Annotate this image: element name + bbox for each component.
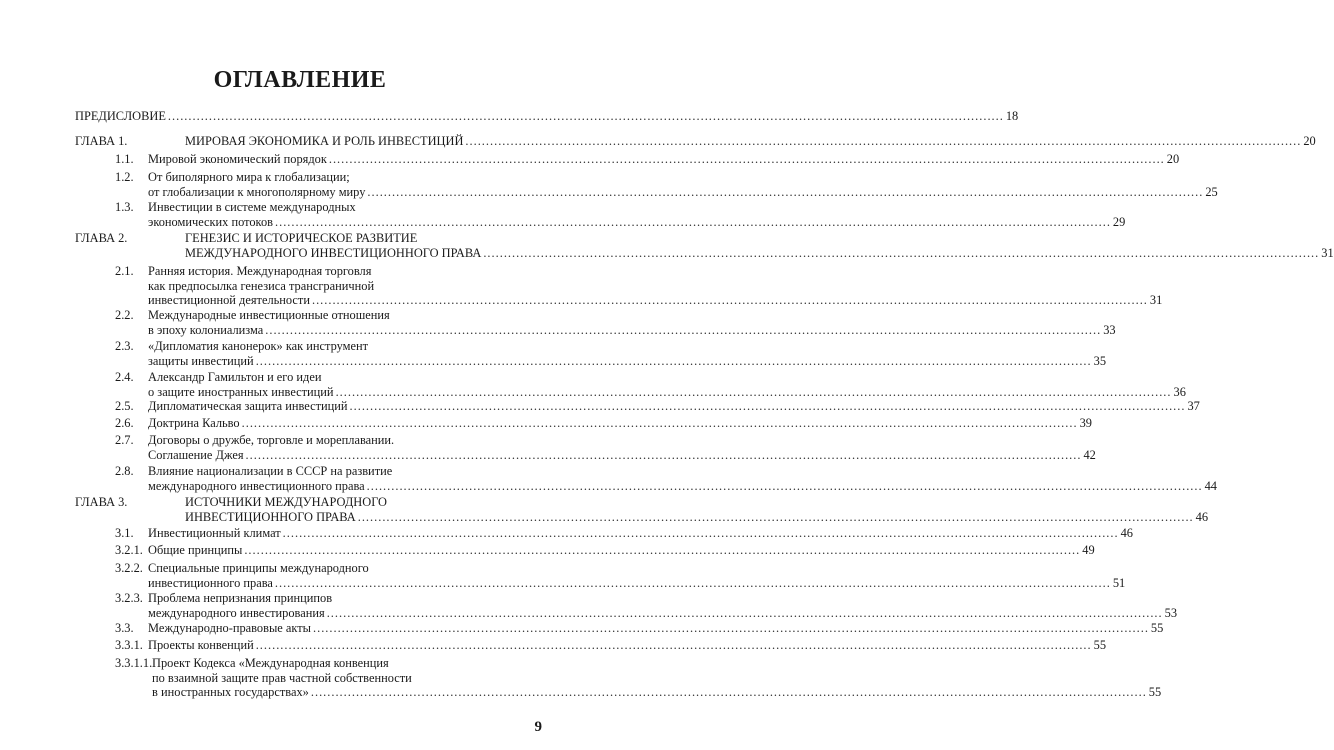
dot-leader (350, 399, 1186, 413)
toc-entry-line: по взаимной защите прав частной собственности (152, 670, 412, 685)
toc-entry-line: Александр Гамильтон и его идеи (148, 370, 322, 384)
toc-entry-number: 2.8. (115, 464, 134, 478)
toc-entry-page: 20 (1166, 152, 1180, 166)
toc-entry-number: 1.3. (115, 200, 134, 214)
toc-entry-number: 3.1. (115, 526, 134, 540)
toc-entry-line (148, 293, 1163, 307)
toc-entry-line (148, 575, 1126, 590)
toc-entry-line: Проект Кодекса «Международная конвенция (152, 656, 389, 670)
toc-entry-page: 29 (1112, 214, 1126, 229)
toc-entry-text: от глобализации к многополярному миру (148, 184, 366, 199)
dot-leader (483, 246, 1319, 260)
toc-entry-line (148, 384, 1186, 399)
toc-entry-number: 1.2. (115, 170, 134, 184)
dot-leader (367, 185, 1203, 199)
toc-entry-line (148, 184, 1218, 199)
toc-entry-line (185, 509, 1209, 524)
toc-entry-page: 33 (1103, 322, 1116, 337)
toc-entry-line (148, 214, 1126, 229)
toc-entry-number: 2.7. (115, 433, 134, 447)
toc-entry-text: Соглашение Джея (148, 447, 244, 462)
toc-entry-line (148, 447, 1096, 462)
dot-leader (329, 152, 1165, 166)
toc-entry-number: 2.2. (115, 308, 134, 322)
toc-entry-text: международного инвестиционного права (148, 478, 365, 493)
dot-leader (465, 134, 1301, 148)
toc-entry-page: 20 (1303, 134, 1316, 148)
toc-entry-line (148, 399, 1200, 413)
dot-leader (367, 479, 1203, 493)
toc-entry-line (185, 245, 1334, 260)
toc-entry-line: От биполярного мира к глобализации; (148, 170, 350, 184)
toc-entry-line: «Дипломатия канонерок» как инструмент (148, 339, 369, 353)
toc-entry-text: о защите иностранных инвестиций (148, 384, 334, 399)
toc-entry-number: 2.3. (115, 339, 134, 353)
toc-entry-text: инвестиционного права (148, 575, 273, 590)
dot-leader (256, 638, 1092, 652)
toc-entry-number: 3.3.1. (115, 638, 143, 652)
toc-entry-line (152, 685, 1162, 699)
toc-entry-number: 2.6. (115, 416, 134, 430)
toc-entry-page: 37 (1187, 399, 1200, 413)
toc-entry-page: 36 (1173, 384, 1186, 399)
dot-leader (313, 621, 1149, 635)
toc-entry-text: в эпоху колониализма (148, 322, 264, 337)
toc-entry-text: Общие принципы (148, 543, 243, 557)
toc-entry-line (148, 478, 1217, 493)
toc-entry-line (75, 109, 1019, 123)
toc-entry-number: 3.2.1. (115, 543, 143, 557)
dot-leader (358, 510, 1194, 524)
toc-entry-number: 2.1. (115, 264, 134, 278)
toc-entry-line (148, 605, 1178, 620)
toc-entry-line: Влияние национализации в СССР на развитие (148, 464, 393, 478)
toc-entry-line: как предпосылка генезиса трансграничной (148, 278, 375, 293)
toc-entry-page: 53 (1164, 605, 1178, 620)
toc-entry-line: Специальные принципы международного (148, 561, 369, 575)
toc-entry-text: ИНВЕСТИЦИОННОГО ПРАВА (185, 509, 356, 524)
toc-entry-page: 55 (1150, 621, 1164, 635)
toc-entry-page: 31 (1149, 293, 1163, 307)
dot-leader (256, 354, 1092, 368)
toc-entry-line (148, 322, 1116, 337)
toc-entry-text: Доктрина Кальво (148, 416, 240, 430)
toc-entry-number: 3.3.1.1. (115, 656, 153, 670)
toc-entry-page: 51 (1112, 575, 1126, 590)
toc-entry-text: защиты инвестиций (148, 353, 254, 368)
toc-entry-text: Международно-правовые акты (148, 621, 311, 635)
dot-leader (275, 576, 1111, 590)
toc-entry-number: ГЛАВА 1. (75, 134, 128, 148)
toc-entry-text: инвестиционной деятельности (148, 293, 310, 307)
dot-leader (283, 526, 1119, 540)
toc-entry-number: 2.5. (115, 399, 134, 413)
toc-entry-text: международного инвестирования (148, 605, 325, 620)
toc-entry-page: 35 (1093, 353, 1107, 368)
toc-entry-page: 42 (1083, 447, 1096, 462)
toc-entry-text: Дипломатическая защита инвестиций (148, 399, 348, 413)
toc-entry-line (148, 621, 1164, 635)
dot-leader (327, 606, 1163, 620)
toc-entry-line (148, 416, 1092, 430)
toc-entry-line (148, 353, 1107, 368)
dot-leader (311, 685, 1147, 699)
dot-leader (312, 293, 1148, 307)
toc-entry-line: Ранняя история. Международная торговля (148, 264, 372, 278)
dot-leader (265, 323, 1101, 337)
toc-entry-line: Международные инвестиционные отношения (148, 308, 390, 322)
toc-entry-page: 49 (1082, 543, 1095, 557)
toc-entry-line: Договоры о дружбе, торговле и мореплавании. (148, 433, 395, 447)
toc-entry-text: ПРЕДИСЛОВИЕ (75, 109, 166, 123)
toc-entry-line: Проблема непризнания принципов (148, 591, 333, 605)
toc-entry-text: Инвестиционный климат (148, 526, 281, 540)
dot-leader (246, 448, 1082, 462)
toc-entry-text: экономических потоков (148, 214, 273, 229)
page-title: ОГЛАВЛЕНИЕ (213, 67, 387, 93)
toc-entry-line: ГЕНЕЗИС И ИСТОРИЧЕСКОЕ РАЗВИТИЕ (185, 231, 418, 245)
toc-entry-text: Мировой экономический порядок (148, 152, 327, 166)
toc-entry-page: 46 (1195, 509, 1209, 524)
toc-entry-number: ГЛАВА 3. (75, 495, 128, 509)
toc-entry-number: 1.1. (115, 152, 134, 166)
toc-entry-page: 18 (1005, 109, 1019, 123)
toc-entry-text: Проекты конвенций (148, 638, 254, 652)
toc-entry-text: в иностранных государствах» (152, 685, 309, 699)
toc-entry-page: 55 (1093, 638, 1107, 652)
toc-entry-page: 44 (1204, 478, 1217, 493)
toc-entry-page: 39 (1079, 416, 1092, 430)
toc-entry-number: ГЛАВА 2. (75, 231, 128, 245)
toc-entry-text: МЕЖДУНАРОДНОГО ИНВЕСТИЦИОННОГО ПРАВА (185, 245, 482, 260)
page-number: 9 (534, 719, 542, 735)
dot-leader (336, 385, 1172, 399)
toc-entry-line (148, 152, 1180, 166)
toc-entry-text: МИРОВАЯ ЭКОНОМИКА И РОЛЬ ИНВЕСТИЦИЙ (185, 134, 464, 148)
toc-entry-page: 31 (1321, 245, 1334, 260)
toc-entry-line: Инвестиции в системе международных (148, 200, 356, 214)
toc-entry-line (148, 526, 1133, 540)
dot-leader (242, 416, 1078, 430)
toc-entry-page: 46 (1120, 526, 1133, 540)
toc-entry-line (148, 543, 1095, 557)
toc-entry-line (148, 638, 1107, 652)
toc-entry-number: 3.2.3. (115, 591, 143, 605)
toc-entry-line: ИСТОЧНИКИ МЕЖДУНАРОДНОГО (185, 495, 388, 509)
dot-leader (275, 215, 1111, 229)
toc-entry-number: 3.2.2. (115, 561, 143, 575)
toc-entry-page: 25 (1205, 184, 1218, 199)
dot-leader (244, 543, 1080, 557)
toc-entry-number: 2.4. (115, 370, 134, 384)
dot-leader (168, 109, 1004, 123)
toc-entry-line (185, 134, 1316, 148)
toc-entry-number: 3.3. (115, 621, 134, 635)
toc-entry-page: 55 (1148, 685, 1162, 699)
